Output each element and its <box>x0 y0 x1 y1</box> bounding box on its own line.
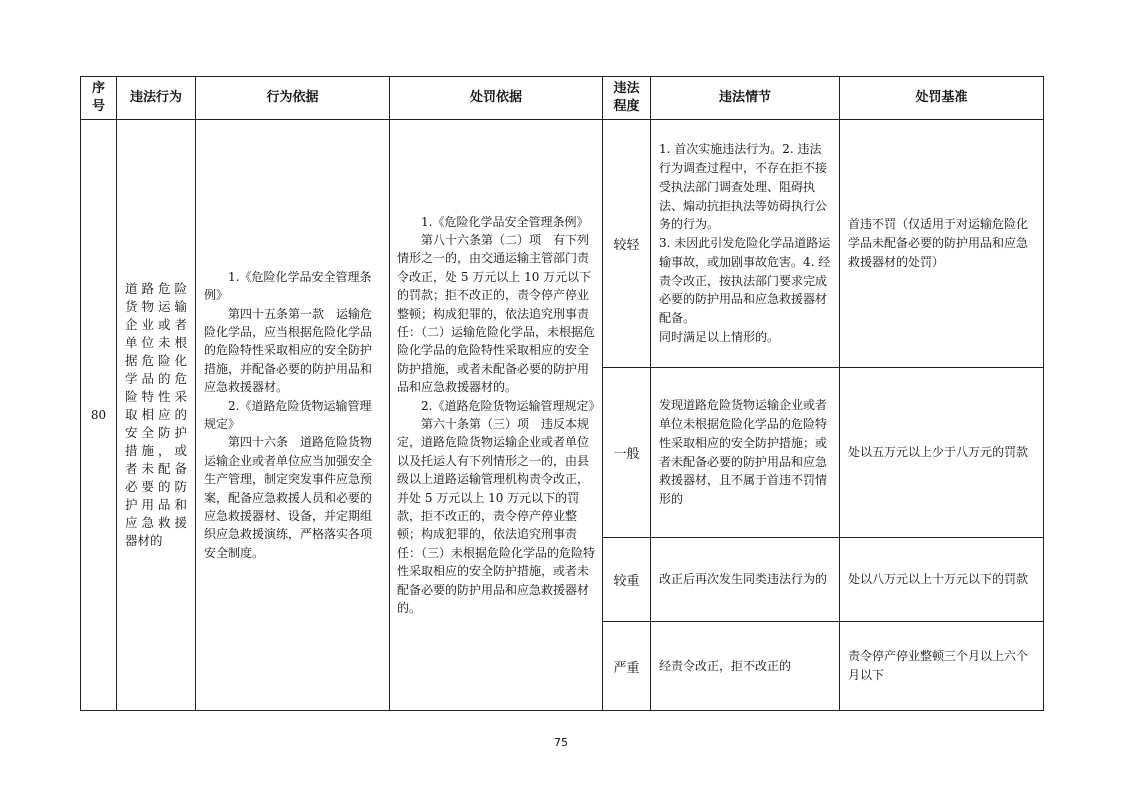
circumstance-general: 发现道路危险货物运输企业或者单位未根据危险化学品的危险特性采取相应的安全防护措施；或者未配备必要的防护用品和应急救援器材，且不属于首违不罚情形的 <box>651 368 840 538</box>
violation-act: 道路危险货物运输企业或者单位未根据危险化学品的危险特性采取相应的安全防护措施，或者未配备必要的防护用品和应急救援器材的 <box>117 120 196 711</box>
basis-law-1: 1.《危险化学品安全管理条例》 <box>204 269 372 303</box>
standard-serious: 处以八万元以上十万元以下的罚款 <box>840 538 1044 622</box>
header-seq: 序 号 <box>81 77 117 120</box>
standard-general: 处以五万元以上少于八万元的罚款 <box>840 368 1044 538</box>
table-header-row <box>81 77 1044 120</box>
circumstance-serious: 改正后再次发生同类违法行为的 <box>651 538 840 622</box>
penalty-law-1: 1.《危险化学品安全管理条例》 <box>421 214 589 229</box>
degree-serious: 较重 <box>603 538 651 622</box>
penalty-basis <box>390 120 603 711</box>
header-basis: 行为依据 <box>196 77 390 120</box>
header-act: 违法行为 <box>117 77 196 120</box>
penalty-article-1: 第八十六条第（二）项 有下列情形之一的，由交通运输主管部门责令改正，处 5 万元以上 10 万元以下的罚款；拒不改正的，责令停产停业整顿；构成犯罪的，依法追究刑事责任：（二）运输危险化学品，未根据危险化学品的危险特性采取相应的安全防护措施，或者未配备必要的防护用品和应急救援器材的。 <box>397 232 596 395</box>
basis-law-2: 2.《道路危险货物运输管理规定》 <box>204 398 372 431</box>
header-standard: 处罚基准 <box>840 77 1044 120</box>
penalty-standard-table <box>80 76 1044 711</box>
degree-general: 一般 <box>603 368 651 538</box>
behavior-basis <box>196 120 390 711</box>
degree-severe: 严重 <box>603 622 651 711</box>
table-row <box>81 120 1044 368</box>
standard-severe: 责令停产停业整顿三个月以上六个月以下 <box>840 622 1044 711</box>
page-number: 75 <box>554 736 568 749</box>
header-penalty-basis: 处罚依据 <box>390 77 603 120</box>
basis-article-1: 第四十五条第一款 运输危险化学品，应当根据危险化学品的危险特性采取相应的安全防护措施，并配备必要的防护用品和应急救援器材。 <box>204 306 373 395</box>
degree-minor: 较轻 <box>603 120 651 368</box>
circumstance-severe: 经责令改正，拒不改正的 <box>651 622 840 711</box>
row-number: 80 <box>81 120 117 711</box>
penalty-article-2: 第六十条第（三）项 违反本规定，道路危险货物运输企业或者单位以及托运人有下列情形之一的，由县级以上道路运输管理机构责令改正，并处 5 万元以上 10 万元以下的罚款，拒不改正的，责令停产停业整顿；构成犯罪的，依法追究刑事责任：（三）未根据危险化学品的危险特性采取相应的安全防护措施，或者未配备必要的防护用品和应急救援器材的。 <box>397 417 596 616</box>
header-degree: 违法 程度 <box>603 77 651 120</box>
circumstance-minor: 1. 首次实施违法行为。2. 违法行为调查过程中，不存在拒不接受执法部门调查处理、阻碍执法、煽动抗拒执法等妨碍执行公务的行为。 3. 未因此引发危险化学品道路运输事故，或加剧事故危害。4. 经责令改正，按执法部门要求完成必要的防护用品和应急救援器材配备。 同时满足以上情形的。 <box>651 120 840 368</box>
standard-minor: 首违不罚（仅适用于对运输危险化学品未配备必要的防护用品和应急救援器材的处罚） <box>840 120 1044 368</box>
header-circumstance: 违法情节 <box>651 77 840 120</box>
basis-article-2: 第四十六条 道路危险货物运输企业或者单位应当加强安全生产管理，制定突发事件应急预案，配备应急救援人员和必要的应急救援器材、设备，并定期组织应急救援演练，严格落实各项安全制度。 <box>204 435 373 560</box>
penalty-law-2: 2.《道路危险货物运输管理规定》 <box>421 398 601 413</box>
